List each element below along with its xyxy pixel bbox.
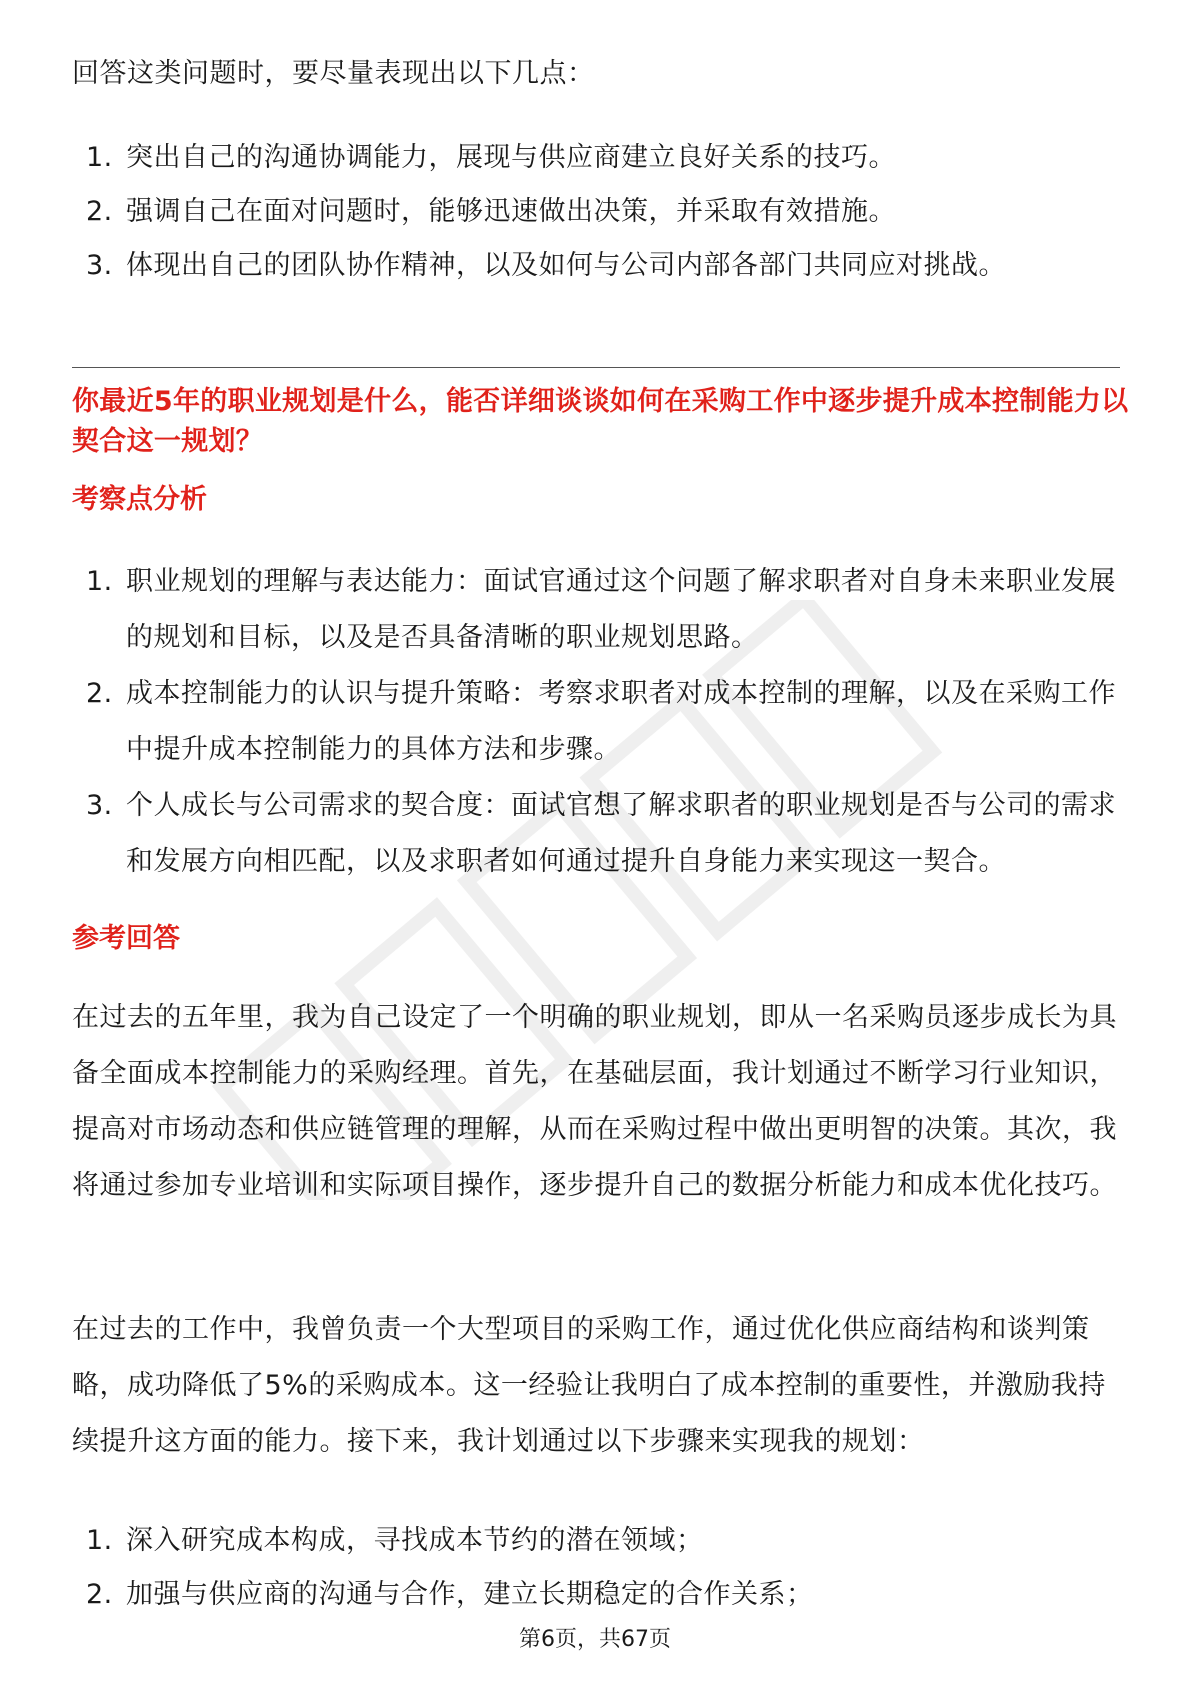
list-text: 成本控制能力的认识与提升策略：考察求职者对成本控制的理解，以及在采购工作中提升成本控制能力的具体方法和步骤。 (126, 678, 1116, 765)
question-title: 你最近5年的职业规划是什么，能否详细谈谈如何在采购工作中逐步提升成本控制能力以契合这一规划？ (72, 386, 1129, 457)
list-item (72, 1513, 1120, 1569)
list-item (72, 1567, 1120, 1623)
list-item (72, 184, 1120, 240)
list-text: 个人成长与公司需求的契合度：面试官想了解求职者的职业规划是否与公司的需求和发展方向相匹配，以及求职者如何通过提升自身能力来实现这一契合。 (126, 790, 1116, 877)
list-text: 强调自己在面对问题时，能够迅速做出决策，并采取有效措施。 (126, 196, 896, 227)
list-text: 体现出自己的团队协作精神，以及如何与公司内部各部门共同应对挑战。 (126, 250, 1006, 281)
list-number: 3. (86, 250, 113, 281)
list-item (72, 666, 1120, 778)
list-text: 深入研究成本构成，寻找成本节约的潜在领域； (126, 1525, 704, 1556)
intro-text: 回答这类问题时，要尽量表现出以下几点： (72, 58, 595, 89)
list-text: 职业规划的理解与表达能力：面试官通过这个问题了解求职者对自身未来职业发展的规划和目标，以及是否具备清晰的职业规划思路。 (126, 566, 1116, 653)
list-number: 1. (86, 142, 113, 173)
list-number: 3. (86, 790, 113, 821)
list-number: 2. (86, 1579, 113, 1610)
list-item (72, 778, 1120, 890)
answer-paragraph: 在过去的工作中，我曾负责一个大型项目的采购工作，通过优化供应商结构和谈判策略，成功降低了5%的采购成本。这一经验让我明白了成本控制的重要性，并激励我持续提升这方面的能力。接下来，我计划通过以下步骤来实现我的规划： (72, 1314, 1106, 1457)
list-text: 突出自己的沟通协调能力，展现与供应商建立良好关系的技巧。 (126, 142, 896, 173)
analysis-heading: 考察点分析 (72, 484, 207, 515)
page-number-footer: 第6页，共67页 (519, 1627, 671, 1652)
answer-heading: 参考回答 (72, 923, 180, 954)
section-divider (72, 367, 1120, 368)
list-number: 1. (86, 1525, 113, 1556)
answer-paragraph: 在过去的五年里，我为自己设定了一个明确的职业规划，即从一名采购员逐步成长为具备全面成本控制能力的采购经理。首先，在基础层面，我计划通过不断学习行业知识，提高对市场动态和供应链管理的理解，从而在采购过程中做出更明智的决策。其次，我将通过参加专业培训和实际项目操作，逐步提升自己的数据分析能力和成本优化技巧。 (72, 1002, 1117, 1201)
list-item (72, 238, 1120, 294)
list-number: 2. (86, 678, 113, 709)
list-text: 加强与供应商的沟通与合作，建立长期稳定的合作关系； (126, 1579, 814, 1610)
list-item (72, 130, 1120, 186)
list-number: 2. (86, 196, 113, 227)
list-number: 1. (86, 566, 113, 597)
list-item (72, 554, 1120, 666)
